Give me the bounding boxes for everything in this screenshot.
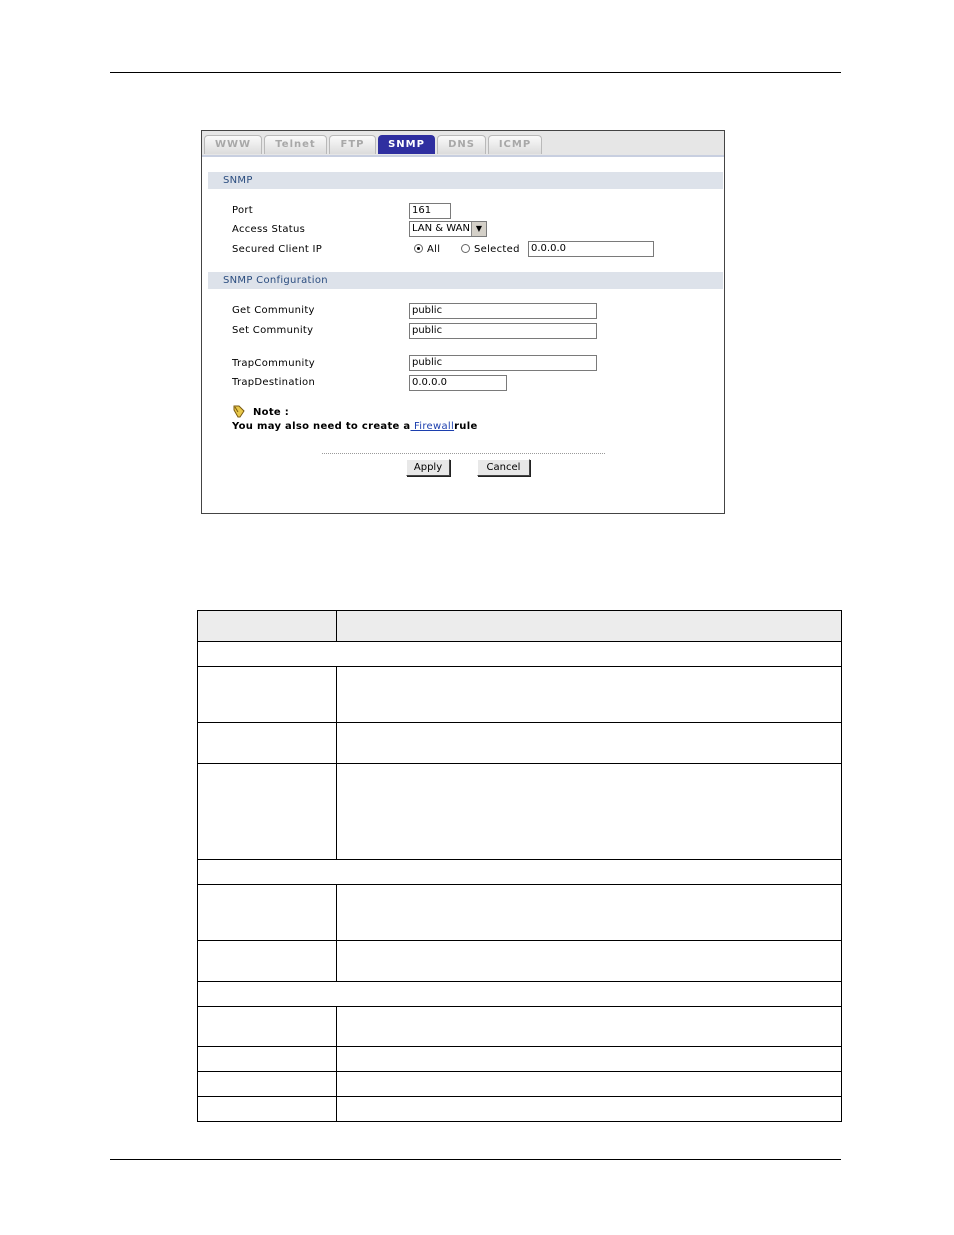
note-icon bbox=[232, 405, 246, 418]
trap-community-input[interactable]: public bbox=[409, 355, 597, 371]
tab-ftp[interactable]: FTP bbox=[329, 135, 376, 154]
table-section-row bbox=[198, 982, 842, 1007]
snmp-section-title: SNMP bbox=[208, 172, 723, 189]
bottom-rule bbox=[110, 1159, 841, 1160]
radio-selected[interactable] bbox=[461, 244, 470, 253]
table-row bbox=[198, 667, 842, 723]
table-cell bbox=[337, 1097, 842, 1122]
set-community-input[interactable]: public bbox=[409, 323, 597, 339]
table-cell bbox=[337, 941, 842, 982]
table-cell bbox=[198, 885, 337, 941]
table-section-row bbox=[198, 860, 842, 885]
tab-telnet[interactable]: Telnet bbox=[264, 135, 327, 154]
table-row bbox=[198, 941, 842, 982]
table-header-cell bbox=[198, 611, 337, 642]
tab-icmp[interactable]: ICMP bbox=[488, 135, 542, 154]
tab-www[interactable]: WWW bbox=[204, 135, 262, 154]
radio-all-label: All bbox=[427, 244, 441, 255]
table-cell bbox=[198, 860, 842, 885]
firewall-link[interactable]: Firewall bbox=[410, 421, 455, 432]
note-message bbox=[232, 421, 478, 432]
access-status-value: LAN & WAN bbox=[412, 223, 470, 234]
note-text-after: rule bbox=[454, 421, 478, 432]
table-cell bbox=[337, 667, 842, 723]
selected-ip-input[interactable]: 0.0.0.0 bbox=[528, 241, 654, 257]
table-cell bbox=[337, 723, 842, 764]
table-cell bbox=[198, 1047, 337, 1072]
port-input[interactable]: 161 bbox=[409, 203, 451, 219]
table-cell bbox=[198, 982, 842, 1007]
snmp-screenshot bbox=[201, 130, 725, 514]
table-row bbox=[198, 1072, 842, 1097]
snmp-config-section-title: SNMP Configuration bbox=[208, 272, 723, 289]
table-cell bbox=[337, 1047, 842, 1072]
table-cell bbox=[198, 723, 337, 764]
chevron-down-icon[interactable]: ▼ bbox=[471, 222, 486, 236]
tab-snmp[interactable]: SNMP bbox=[378, 135, 435, 154]
set-community-label: Set Community bbox=[232, 325, 314, 336]
radio-selected-label: Selected bbox=[474, 244, 520, 255]
table-row bbox=[198, 1047, 842, 1072]
access-status-label: Access Status bbox=[232, 224, 306, 235]
note-text-before: You may also need to create a bbox=[232, 421, 411, 432]
table-cell bbox=[198, 1007, 337, 1047]
table-cell bbox=[337, 1007, 842, 1047]
table-row bbox=[198, 764, 842, 860]
table-row bbox=[198, 1097, 842, 1122]
table-cell bbox=[337, 764, 842, 860]
table-cell bbox=[198, 1097, 337, 1122]
trap-community-label: TrapCommunity bbox=[232, 358, 316, 369]
radio-all[interactable] bbox=[414, 244, 423, 253]
port-label: Port bbox=[232, 205, 254, 216]
apply-button[interactable]: Apply bbox=[406, 459, 450, 476]
access-status-select[interactable] bbox=[409, 221, 487, 237]
secured-client-ip-label: Secured Client IP bbox=[232, 244, 323, 255]
get-community-label: Get Community bbox=[232, 305, 315, 316]
table-row bbox=[198, 1007, 842, 1047]
trap-destination-label: TrapDestination bbox=[232, 377, 316, 388]
tab-bar bbox=[202, 131, 724, 157]
trap-destination-input[interactable]: 0.0.0.0 bbox=[409, 375, 507, 391]
description-table bbox=[197, 610, 842, 1122]
note-title: Note : bbox=[253, 407, 290, 418]
table-cell bbox=[198, 642, 842, 667]
table-cell bbox=[198, 764, 337, 860]
table-row bbox=[198, 723, 842, 764]
table-header-row bbox=[198, 611, 842, 642]
table-cell bbox=[337, 885, 842, 941]
get-community-input[interactable]: public bbox=[409, 303, 597, 319]
table-cell bbox=[198, 1072, 337, 1097]
dotted-divider bbox=[322, 453, 605, 454]
table-cell bbox=[198, 941, 337, 982]
table-cell bbox=[198, 667, 337, 723]
cancel-button[interactable]: Cancel bbox=[477, 459, 530, 476]
table-cell bbox=[337, 1072, 842, 1097]
table-row bbox=[198, 885, 842, 941]
table-header-cell bbox=[337, 611, 842, 642]
table-section-row bbox=[198, 642, 842, 667]
top-rule bbox=[110, 72, 841, 73]
tab-dns[interactable]: DNS bbox=[437, 135, 486, 154]
